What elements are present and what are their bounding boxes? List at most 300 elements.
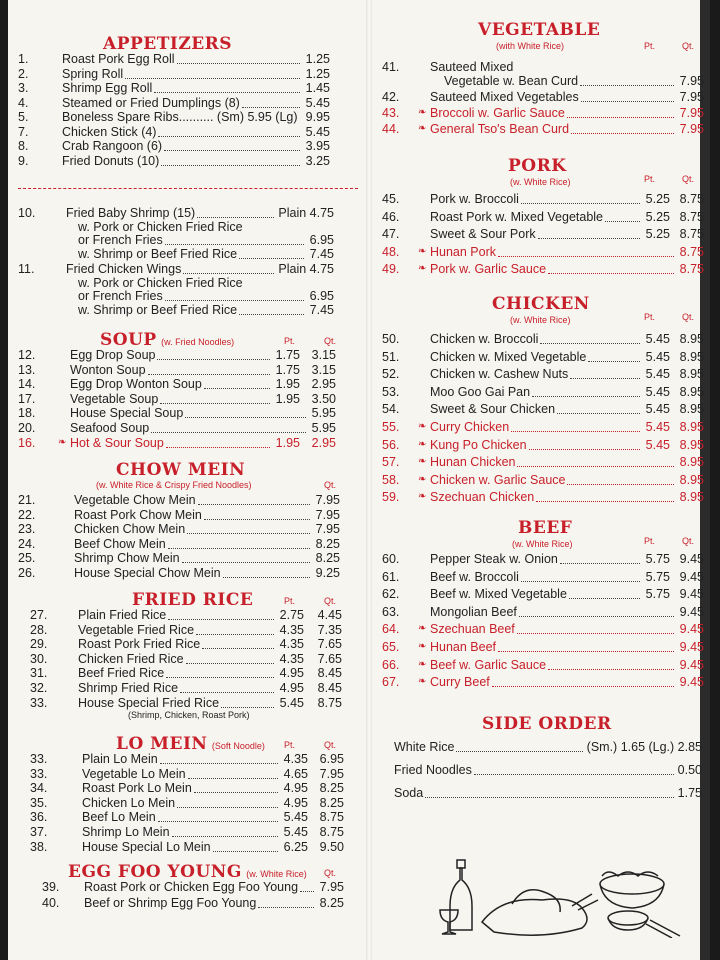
leader-dots bbox=[182, 551, 310, 563]
item-number: 47. bbox=[382, 227, 400, 242]
menu-item-row bbox=[18, 493, 350, 507]
menu-item-row bbox=[18, 608, 350, 622]
item-number: 24. bbox=[18, 536, 36, 551]
leader-dots bbox=[180, 681, 274, 693]
item-name: Plain Fried Rice bbox=[78, 608, 167, 622]
menu-item-row bbox=[18, 436, 350, 450]
leader-dots bbox=[158, 125, 300, 137]
menu-item-row bbox=[382, 622, 702, 636]
chow-mein-subtitle: (w. White Rice & Crispy Fried Noodles) bbox=[96, 480, 252, 490]
side-order-row bbox=[386, 740, 702, 754]
menu-item-row bbox=[382, 192, 702, 206]
leader-dots bbox=[498, 640, 674, 652]
item-price: 4.45 bbox=[317, 608, 342, 622]
vegetable-subtitle: (with White Rice) bbox=[496, 41, 565, 51]
menu-item-row bbox=[18, 154, 350, 168]
item-sub-name: w. Pork or Chicken Fried Rice bbox=[78, 219, 243, 234]
egg-foo-young-header bbox=[68, 862, 307, 882]
leader-dots bbox=[540, 332, 640, 344]
item-price-pint: 4.95 bbox=[283, 795, 308, 810]
leader-dots bbox=[560, 552, 640, 564]
leader-dots bbox=[517, 455, 674, 467]
item-price: 8.75 bbox=[679, 262, 704, 277]
item-price-pint: 5.45 bbox=[645, 402, 670, 417]
item-price: 1.25 bbox=[305, 52, 330, 66]
item-name: Moo Goo Gai Pan bbox=[430, 384, 531, 399]
leader-dots bbox=[498, 245, 674, 257]
menu-item-row bbox=[18, 896, 350, 910]
item-name: House Special Chow Mein bbox=[74, 566, 221, 580]
leader-dots bbox=[521, 192, 640, 204]
item-price: Plain 4.75 bbox=[278, 262, 334, 276]
lo-mein-pt-label: Pt. bbox=[284, 740, 296, 750]
item-price: 5.95 bbox=[311, 406, 336, 421]
item-price: 9.45 bbox=[679, 604, 704, 619]
item-name: House Special Soup bbox=[70, 406, 184, 421]
item-price-pint: 4.35 bbox=[279, 651, 304, 666]
chili-pepper-icon: ❧ bbox=[418, 623, 427, 635]
menu-item-sub-row bbox=[18, 233, 350, 247]
item-number: 12. bbox=[18, 348, 36, 362]
leader-dots bbox=[492, 675, 674, 687]
item-name: Chicken w. Garlic Sauce bbox=[430, 472, 566, 487]
chili-pepper-icon: ❧ bbox=[58, 436, 67, 448]
leader-dots bbox=[425, 786, 674, 798]
item-price-pint: 4.35 bbox=[283, 752, 308, 766]
item-name: Pepper Steak w. Onion bbox=[430, 552, 558, 566]
item-price: 5.95 bbox=[311, 421, 336, 435]
menu-item-row bbox=[382, 605, 702, 619]
item-name: Sauteed Mixed bbox=[430, 60, 514, 74]
item-price: 8.95 bbox=[679, 402, 704, 417]
item-name: General Tso's Bean Curd bbox=[430, 122, 570, 136]
leader-dots bbox=[158, 810, 278, 822]
menu-item-sub-row bbox=[18, 303, 350, 317]
item-name: Boneless Spare Ribs.......... (Sm) 5.95 (Lg) bbox=[62, 110, 298, 124]
leader-dots bbox=[160, 392, 270, 404]
item-price: 8.25 bbox=[319, 795, 344, 810]
item-price: 7.65 bbox=[317, 651, 342, 666]
soup-title: SOUP bbox=[100, 330, 157, 350]
item-sub-name: w. Shrimp or Beef Fried Rice bbox=[78, 246, 238, 261]
chili-pepper-icon: ❧ bbox=[418, 421, 427, 432]
leader-dots bbox=[166, 666, 274, 678]
item-number: 28. bbox=[30, 622, 48, 637]
leader-dots bbox=[517, 622, 674, 634]
leader-dots bbox=[538, 227, 640, 239]
item-price: 8.75 bbox=[319, 810, 344, 825]
menu-item-row bbox=[382, 332, 702, 346]
item-number: 25. bbox=[18, 551, 36, 566]
vegetable-title: VEGETABLE bbox=[478, 20, 601, 40]
item-price: 1.25 bbox=[305, 66, 330, 81]
item-name: Hunan Beef bbox=[430, 640, 497, 654]
item-price-pint: 5.75 bbox=[645, 552, 670, 566]
leader-dots bbox=[567, 473, 674, 485]
menu-item-row bbox=[18, 840, 350, 854]
chicken-subtitle: (w. White Rice) bbox=[510, 315, 571, 325]
item-price-pint: 4.95 bbox=[279, 681, 304, 695]
menu-item-row bbox=[382, 122, 702, 136]
item-number: 30. bbox=[30, 651, 48, 666]
item-price: 7.95 bbox=[679, 122, 704, 136]
menu-item-row bbox=[382, 210, 702, 224]
menu-item-row bbox=[382, 552, 702, 566]
item-number: 39. bbox=[42, 880, 60, 894]
leader-dots bbox=[567, 106, 674, 118]
menu-item-row bbox=[18, 206, 350, 220]
item-name: Sweet & Sour Pork bbox=[430, 227, 536, 242]
leader-dots bbox=[258, 896, 314, 908]
item-price: 5.45 bbox=[305, 95, 330, 110]
item-number: 17. bbox=[18, 391, 36, 406]
item-name: Vegetable Lo Mein bbox=[82, 766, 186, 781]
beef-qt-label: Qt. bbox=[682, 536, 695, 546]
menu-item-row bbox=[18, 392, 350, 406]
menu-item-sub-row bbox=[18, 220, 350, 234]
menu-item-row bbox=[18, 781, 350, 795]
menu-item-row bbox=[382, 106, 702, 120]
item-price: 8.25 bbox=[315, 536, 340, 551]
leader-dots bbox=[172, 825, 278, 837]
leader-dots bbox=[204, 508, 310, 520]
item-number: 42. bbox=[382, 90, 400, 104]
leader-dots bbox=[168, 537, 310, 549]
item-name: Curry Chicken bbox=[430, 420, 510, 434]
leader-dots bbox=[165, 233, 304, 245]
item-price: 8.95 bbox=[679, 349, 704, 364]
menu-item-row bbox=[18, 551, 350, 565]
item-name: Chicken w. Mixed Vegetable bbox=[430, 349, 587, 364]
item-price-pint: 1.95 bbox=[275, 435, 300, 450]
item-number: 56. bbox=[382, 437, 400, 452]
menu-item-row bbox=[382, 350, 702, 364]
item-number: 53. bbox=[382, 384, 400, 399]
item-name: Soda bbox=[394, 786, 424, 800]
leader-dots bbox=[548, 262, 674, 274]
menu-item-row bbox=[18, 508, 350, 522]
item-name: Fried Donuts (10) bbox=[62, 153, 160, 168]
menu-item-row bbox=[382, 473, 702, 487]
item-name: Shrimp Chow Mein bbox=[74, 551, 180, 566]
leader-dots bbox=[221, 696, 274, 708]
item-name: Beef w. Mixed Vegetable bbox=[430, 587, 567, 602]
menu-item-row-cont bbox=[382, 74, 702, 88]
item-price: 9.45 bbox=[679, 569, 704, 584]
item-price-pint: 4.35 bbox=[279, 637, 304, 652]
item-price: Plain 4.75 bbox=[278, 206, 334, 220]
item-number: 29. bbox=[30, 637, 48, 652]
item-number: 59. bbox=[382, 490, 400, 505]
item-price-pint: 5.75 bbox=[645, 587, 670, 602]
beef-pt-label: Pt. bbox=[644, 536, 656, 546]
menu-item-row bbox=[382, 640, 702, 654]
item-number: 58. bbox=[382, 472, 400, 487]
item-number: 27. bbox=[30, 608, 48, 622]
leader-dots bbox=[529, 438, 640, 450]
leader-dots bbox=[165, 289, 304, 301]
item-name: Spring Roll bbox=[62, 66, 124, 81]
item-price: 8.75 bbox=[679, 209, 704, 224]
item-number: 45. bbox=[382, 192, 400, 206]
menu-item-row bbox=[18, 810, 350, 824]
item-name: House Special Lo Mein bbox=[82, 839, 211, 854]
leader-dots bbox=[569, 587, 640, 599]
item-name: Shrimp Fried Rice bbox=[78, 681, 179, 695]
item-number: 40. bbox=[42, 896, 60, 910]
item-number: 43. bbox=[382, 106, 400, 120]
chicken-pt-label: Pt. bbox=[644, 312, 656, 322]
item-number: 20. bbox=[18, 421, 36, 435]
appetizers-title: APPETIZERS bbox=[103, 34, 233, 54]
menu-item-row bbox=[18, 96, 350, 110]
menu-item-row bbox=[382, 90, 702, 104]
item-name-line2: Vegetable w. Bean Curd bbox=[444, 74, 579, 88]
leader-dots bbox=[196, 623, 274, 635]
item-price-pint: 1.95 bbox=[275, 391, 300, 406]
item-name: Egg Drop Wonton Soup bbox=[70, 377, 202, 392]
item-number: 55. bbox=[382, 420, 400, 434]
item-price-pint: 1.75 bbox=[275, 348, 300, 362]
item-price: 8.95 bbox=[679, 437, 704, 452]
menu-item-row bbox=[382, 367, 702, 381]
menu-sheet bbox=[8, 0, 710, 960]
menu-item-row bbox=[18, 666, 350, 680]
leader-dots bbox=[532, 385, 640, 397]
item-name: Chicken w. Cashew Nuts bbox=[430, 367, 569, 382]
menu-item-row bbox=[18, 767, 350, 781]
item-price: 7.65 bbox=[317, 637, 342, 652]
item-price-pint: 5.45 bbox=[645, 367, 670, 382]
item-name: Chicken Fried Rice bbox=[78, 651, 184, 666]
item-price: 7.95 bbox=[679, 90, 704, 104]
item-name: Szechuan Chicken bbox=[430, 490, 535, 505]
vegetable-pt-label: Pt. bbox=[644, 41, 656, 51]
item-price: 8.95 bbox=[679, 472, 704, 487]
item-price-pint: 5.45 bbox=[645, 384, 670, 399]
egg-foo-young-subtitle: (w. White Rice) bbox=[246, 869, 307, 879]
fried-rice-pt-label: Pt. bbox=[284, 596, 296, 606]
item-number: 26. bbox=[18, 566, 36, 580]
item-price: 3.95 bbox=[305, 139, 330, 153]
item-name: Roast Pork Egg Roll bbox=[62, 52, 175, 66]
item-name: Broccoli w. Garlic Sauce bbox=[430, 106, 565, 120]
leader-dots bbox=[605, 210, 640, 222]
leader-dots bbox=[548, 658, 674, 670]
leader-dots bbox=[186, 652, 274, 664]
item-price-pint: 4.35 bbox=[279, 622, 304, 637]
menu-item-row bbox=[382, 60, 702, 74]
leader-dots bbox=[188, 767, 278, 779]
leader-dots bbox=[177, 52, 300, 64]
item-price: 7.95 bbox=[315, 493, 340, 507]
item-number: 49. bbox=[382, 262, 400, 277]
item-number: 52. bbox=[382, 367, 400, 382]
item-number: 46. bbox=[382, 209, 400, 224]
item-price-pint: 5.45 bbox=[645, 332, 670, 346]
leader-dots bbox=[202, 637, 274, 649]
item-price: 8.75 bbox=[679, 192, 704, 206]
page-fold bbox=[366, 0, 372, 960]
egg-foo-young-title: EGG FOO YOUNG bbox=[68, 862, 242, 882]
item-price-pint: 4.95 bbox=[283, 781, 308, 796]
item-price: 7.35 bbox=[317, 622, 342, 637]
item-price: 8.95 bbox=[679, 384, 704, 399]
menu-item-row bbox=[18, 125, 350, 139]
chili-pepper-icon: ❧ bbox=[418, 123, 427, 134]
item-price: 8.75 bbox=[319, 825, 344, 839]
item-sub-name: or French Fries bbox=[78, 233, 163, 247]
item-number: 13. bbox=[18, 362, 36, 377]
leader-dots bbox=[164, 139, 300, 151]
menu-item-row bbox=[18, 566, 350, 580]
lo-mein-qt-label: Qt. bbox=[324, 740, 337, 750]
item-number: 18. bbox=[18, 406, 36, 421]
item-number: 33. bbox=[30, 766, 48, 781]
menu-item-row bbox=[18, 110, 350, 124]
item-name: Fried Chicken Wings bbox=[66, 262, 182, 276]
item-name: Kung Po Chicken bbox=[430, 437, 527, 452]
leader-dots bbox=[168, 608, 274, 620]
menu-item-row bbox=[18, 652, 350, 666]
soup-qt-label: Qt. bbox=[324, 336, 337, 346]
menu-item-row bbox=[18, 52, 350, 66]
leader-dots bbox=[521, 570, 640, 582]
item-price: 8.95 bbox=[679, 367, 704, 382]
egg-foo-young-qt-label: Qt. bbox=[324, 868, 337, 878]
menu-item-row bbox=[382, 658, 702, 672]
leader-dots bbox=[519, 605, 674, 617]
item-number: 11. bbox=[18, 262, 35, 276]
side-order-title: SIDE ORDER bbox=[482, 714, 612, 734]
menu-item-row bbox=[382, 587, 702, 601]
chicken-title: CHICKEN bbox=[492, 294, 590, 314]
item-price: 8.95 bbox=[679, 490, 704, 505]
leader-dots bbox=[204, 377, 270, 389]
chili-pepper-icon: ❧ bbox=[418, 658, 427, 670]
leader-dots bbox=[223, 566, 310, 578]
item-name: Roast Pork w. Mixed Vegetable bbox=[430, 209, 604, 224]
item-price: 6.95 bbox=[319, 752, 344, 766]
item-price-pint: 2.75 bbox=[279, 608, 304, 622]
item-number: 50. bbox=[382, 332, 400, 346]
item-price: 7.95 bbox=[679, 106, 704, 120]
item-price: 9.45 bbox=[679, 657, 704, 672]
item-number: 61. bbox=[382, 569, 400, 584]
item-name: Hot & Sour Soup bbox=[70, 435, 164, 450]
item-price-pint: 4.95 bbox=[279, 666, 304, 681]
item-name: Beef Lo Mein bbox=[82, 810, 156, 825]
menu-item-row bbox=[382, 420, 702, 434]
item-price: 8.45 bbox=[317, 666, 342, 681]
item-price: 1.75 bbox=[677, 786, 702, 800]
item-price-pint: 5.45 bbox=[283, 825, 308, 839]
menu-item-row bbox=[382, 245, 702, 259]
leader-dots bbox=[580, 74, 674, 86]
item-name: Shrimp Lo Mein bbox=[82, 825, 170, 839]
menu-item-row bbox=[382, 675, 702, 689]
item-price: 7.95 bbox=[315, 507, 340, 522]
item-number: 16. bbox=[18, 435, 36, 450]
item-number: 31. bbox=[30, 666, 48, 681]
chili-pepper-icon: ❧ bbox=[418, 456, 427, 468]
item-price: 8.75 bbox=[679, 227, 704, 242]
item-price: 8.95 bbox=[679, 455, 704, 470]
beef-subtitle: (w. White Rice) bbox=[512, 539, 573, 549]
leader-dots bbox=[198, 493, 310, 505]
item-number: 41. bbox=[382, 60, 400, 74]
item-price: 9.45 bbox=[679, 552, 704, 566]
leader-dots bbox=[511, 420, 640, 432]
menu-item-row bbox=[18, 139, 350, 153]
item-price: 8.25 bbox=[315, 551, 340, 566]
pork-title: PORK bbox=[508, 156, 567, 176]
item-name: Beef or Shrimp Egg Foo Young bbox=[84, 896, 257, 910]
chili-pepper-icon: ❧ bbox=[418, 473, 427, 485]
item-number: 14. bbox=[18, 377, 36, 392]
pork-pt-label: Pt. bbox=[644, 174, 656, 184]
fried-rice-qt-label: Qt. bbox=[324, 596, 337, 606]
item-number: 67. bbox=[382, 675, 400, 690]
item-name: Sweet & Sour Chicken bbox=[430, 402, 556, 417]
item-price: 9.50 bbox=[319, 839, 344, 854]
pork-subtitle: (w. White Rice) bbox=[510, 177, 571, 187]
menu-item-sub-row bbox=[18, 289, 350, 303]
item-price: 7.95 bbox=[319, 880, 344, 894]
menu-item-row bbox=[382, 570, 702, 584]
chili-pepper-icon: ❧ bbox=[418, 107, 427, 118]
item-price: 3.15 bbox=[311, 348, 336, 362]
item-price: 9.95 bbox=[305, 110, 330, 124]
menu-item-row bbox=[382, 455, 702, 469]
chili-pepper-icon: ❧ bbox=[418, 263, 427, 275]
item-name: Szechuan Beef bbox=[430, 622, 515, 637]
beef-title: BEEF bbox=[518, 518, 573, 538]
chow-mein-title: CHOW MEIN bbox=[116, 460, 246, 480]
item-name: Plain Lo Mein bbox=[82, 752, 158, 766]
menu-item-sub-row bbox=[18, 247, 350, 261]
item-name: Vegetable Soup bbox=[70, 391, 159, 406]
leader-dots bbox=[166, 436, 270, 448]
item-price-pint: 5.25 bbox=[645, 227, 670, 242]
menu-item-row bbox=[18, 752, 350, 766]
item-name: Pork w. Broccoli bbox=[430, 192, 519, 206]
pork-qt-label: Qt. bbox=[682, 174, 695, 184]
item-number: 21. bbox=[18, 493, 36, 507]
item-number: 8. bbox=[18, 139, 29, 153]
leader-dots bbox=[536, 490, 674, 502]
item-price-pint: 5.75 bbox=[645, 569, 670, 584]
item-number: 33. bbox=[30, 752, 48, 766]
item-name: Vegetable Fried Rice bbox=[78, 622, 195, 637]
item-name: Seafood Soup bbox=[70, 421, 150, 435]
item-number: 33. bbox=[30, 695, 48, 710]
item-name: Roast Pork or Chicken Egg Foo Young bbox=[84, 880, 299, 894]
item-sub-name: w. Shrimp or Beef Fried Rice bbox=[78, 302, 238, 317]
item-price: 8.95 bbox=[679, 420, 704, 434]
item-name: Egg Drop Soup bbox=[70, 348, 156, 362]
menu-item-row bbox=[382, 262, 702, 276]
item-number: 66. bbox=[382, 657, 400, 672]
item-price: 5.45 bbox=[305, 124, 330, 139]
menu-item-row bbox=[18, 421, 350, 435]
item-price: 7.95 bbox=[315, 522, 340, 537]
side-order-row bbox=[386, 786, 702, 800]
item-price: 7.95 bbox=[319, 766, 344, 781]
item-name: Mongolian Beef bbox=[430, 604, 517, 619]
item-name: Beef w. Broccoli bbox=[430, 569, 519, 584]
item-name: Chicken Lo Mein bbox=[82, 795, 176, 810]
